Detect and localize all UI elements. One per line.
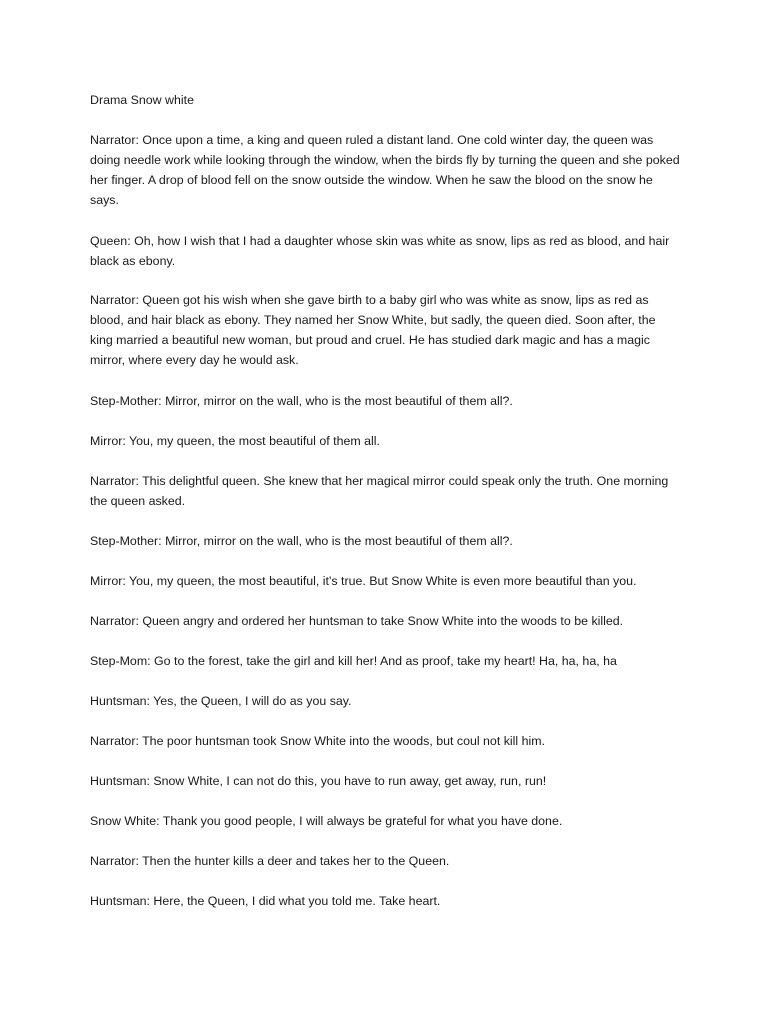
- dialogue-text: Once upon a time, a king and queen ruled a distant land. One cold winter day, the queen was doing needle work while looking through the window, when the birds fly by turning the queen and she poked her finger. A drop of blood fell on the snow outside the window. When he saw the blood on the snow he says.: [90, 133, 680, 207]
- dialogue-paragraph: [90, 851, 680, 871]
- speaker-label: Narrator:: [90, 133, 139, 147]
- speaker-label: Huntsman:: [90, 694, 150, 708]
- dialogue-text: Mirror, mirror on the wall, who is the most beautiful of them all?.: [165, 394, 513, 408]
- dialogue-text: Queen got his wish when she gave birth to a baby girl who was white as snow, lips as red as blood, and hair black as ebony. They named her Snow White, but sadly, the queen died. Soon after, the king married a beautiful new woman, but proud and cruel. He has studied dark magic and has a magic mirror, where every day he would ask.: [90, 293, 656, 367]
- speaker-label: Mirror:: [90, 434, 126, 448]
- speaker-label: Step-Mom:: [90, 654, 151, 668]
- dialogue-paragraph: [90, 811, 680, 831]
- dialogue-paragraph: [90, 531, 680, 551]
- dialogue-paragraph: [90, 571, 680, 591]
- speaker-label: Mirror:: [90, 574, 126, 588]
- dialogue-paragraph: [90, 431, 680, 451]
- dialogue-text: Mirror, mirror on the wall, who is the most beautiful of them all?.: [165, 534, 513, 548]
- dialogue-paragraph: [90, 130, 680, 210]
- dialogue-paragraph: [90, 290, 680, 370]
- dialogue-text: This delightful queen. She knew that her magical mirror could speak only the truth. One morning the queen asked.: [90, 474, 669, 508]
- speaker-label: Step-Mother:: [90, 534, 162, 548]
- document-title: Drama Snow white: [90, 93, 194, 107]
- dialogue-paragraph: [90, 231, 680, 271]
- dialogue-text: Here, the Queen, I did what you told me. Take heart.: [153, 894, 441, 908]
- dialogue-text: Snow White, I can not do this, you have to run away, get away, run, run!: [153, 774, 547, 788]
- dialogue-paragraph: [90, 691, 680, 711]
- dialogue-text: You, my queen, the most beautiful of them all.: [129, 434, 380, 448]
- speaker-label: Narrator:: [90, 614, 139, 628]
- dialogue-paragraph: [90, 611, 680, 631]
- dialogue-text: Queen angry and ordered her huntsman to take Snow White into the woods to be killed.: [142, 614, 624, 628]
- speaker-label: Narrator:: [90, 734, 139, 748]
- dialogue-paragraph: [90, 731, 680, 751]
- speaker-label: Huntsman:: [90, 774, 150, 788]
- dialogue-text: Oh, how I wish that I had a daughter whose skin was white as snow, lips as red as blood, and hair black as ebony.: [90, 234, 670, 268]
- dialogue-paragraph: [90, 771, 680, 791]
- dialogue-text: Go to the forest, take the girl and kill her! And as proof, take my heart! Ha, ha, ha, ha: [154, 654, 617, 668]
- speaker-label: Narrator:: [90, 293, 139, 307]
- dialogue-paragraph: [90, 471, 680, 511]
- dialogue-paragraph: [90, 391, 680, 411]
- speaker-label: Huntsman:: [90, 894, 150, 908]
- speaker-label: Snow White:: [90, 814, 160, 828]
- speaker-label: Queen:: [90, 234, 131, 248]
- dialogue-text: Then the hunter kills a deer and takes her to the Queen.: [142, 854, 450, 868]
- dialogue-text: Yes, the Queen, I will do as you say.: [153, 694, 352, 708]
- dialogue-paragraph: [90, 651, 680, 671]
- speaker-label: Step-Mother:: [90, 394, 162, 408]
- dialogue-text: Thank you good people, I will always be grateful for what you have done.: [162, 814, 563, 828]
- dialogue-text: You, my queen, the most beautiful, it's true. But Snow White is even more beautiful than you.: [129, 574, 637, 588]
- dialogue-text: The poor huntsman took Snow White into the woods, but coul not kill him.: [142, 734, 546, 748]
- speaker-label: Narrator:: [90, 854, 139, 868]
- dialogue-paragraph: [90, 891, 680, 911]
- speaker-label: Narrator:: [90, 474, 139, 488]
